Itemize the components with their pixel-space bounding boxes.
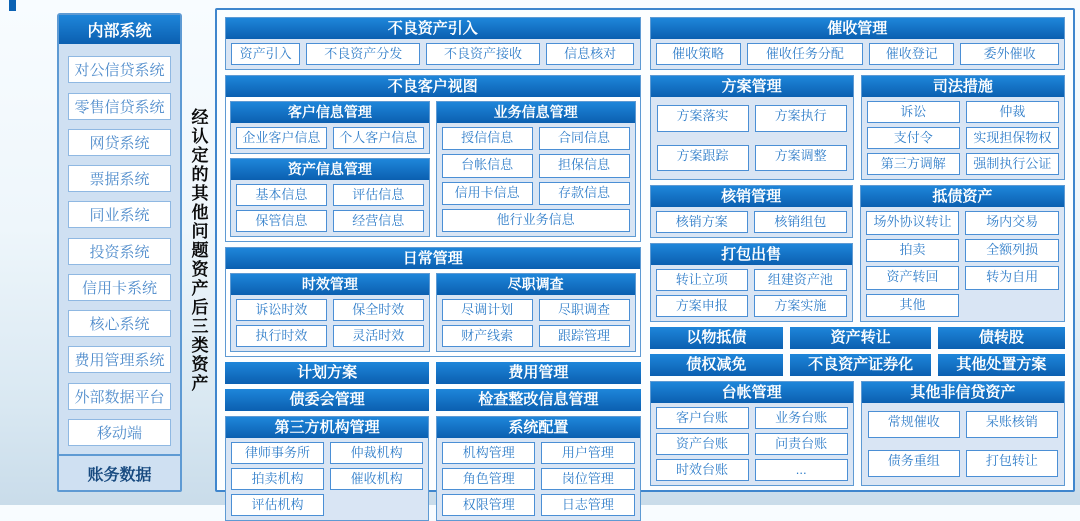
section-business-info	[436, 101, 636, 237]
module-bar: 以物抵债	[650, 327, 784, 349]
plan-items	[651, 97, 853, 179]
customer-view-right-subcol	[436, 101, 636, 237]
module-item: 保管信息	[236, 210, 327, 232]
section-time-limit	[230, 273, 430, 352]
module-item: 债务重组	[868, 450, 960, 477]
module-bar: 不良资产证券化	[790, 354, 931, 376]
module-item: 尽职调查	[539, 299, 630, 321]
module-bar: 计划方案	[225, 362, 429, 384]
module-item: 律师事务所	[231, 442, 324, 464]
section-ledger-management	[650, 381, 854, 486]
module-item: 执行时效	[236, 325, 327, 347]
section-plan-management	[650, 75, 854, 180]
module-item: 企业客户信息	[236, 127, 327, 149]
module-item: 诉讼	[867, 101, 960, 123]
writeoff-items	[651, 207, 852, 237]
section-title-npa-intake: 不良资产引入	[226, 18, 640, 39]
module-item: 个人客户信息	[333, 127, 424, 149]
module-item: 实现担保物权	[966, 127, 1059, 149]
writeoff-package-stack	[650, 185, 853, 322]
plan-judicial-row	[650, 75, 1066, 180]
main-left-column	[225, 17, 641, 512]
module-item: 岗位管理	[541, 468, 634, 490]
module-item: 核销组包	[754, 211, 847, 233]
section-asset-info	[230, 158, 430, 237]
customer-view-left-subcol	[230, 101, 430, 237]
section-collection-management	[650, 17, 1066, 70]
internal-system-box: 同业系统	[68, 201, 171, 228]
module-item: 评估机构	[231, 494, 324, 516]
module-item: 业务台账	[755, 407, 848, 429]
section-title-customer-info: 客户信息管理	[231, 102, 429, 123]
module-item: 转为自用	[965, 266, 1059, 290]
section-system-config	[436, 416, 640, 521]
section-title-business-info: 业务信息管理	[437, 102, 635, 123]
section-writeoff-management	[650, 185, 853, 238]
due-diligence-items	[437, 295, 635, 351]
right-module-bars	[650, 327, 1066, 376]
module-bar: 费用管理	[436, 362, 640, 384]
module-item: 支付令	[867, 127, 960, 149]
internal-system-box: 移动端	[68, 419, 171, 446]
module-item: 客户台账	[656, 407, 749, 429]
section-package-sale	[650, 243, 853, 322]
business-info-items	[437, 123, 635, 236]
module-item: 时效台账	[656, 459, 749, 481]
time-limit-items	[231, 295, 429, 351]
judicial-items	[862, 97, 1064, 179]
section-due-diligence	[436, 273, 636, 352]
module-item: 场外协议转让	[866, 211, 960, 235]
third-party-items	[226, 438, 428, 520]
module-item: 授信信息	[442, 127, 533, 150]
module-item: 呆账核销	[966, 411, 1058, 438]
section-customer-info	[230, 101, 430, 154]
section-title-ledger-management: 台帐管理	[651, 382, 853, 403]
module-bar: 债转股	[938, 327, 1065, 349]
section-title-writeoff-management: 核销管理	[651, 186, 852, 207]
module-item: 灵活时效	[333, 325, 424, 347]
module-item: 常规催收	[868, 411, 960, 438]
internal-system-box: 核心系统	[68, 310, 171, 337]
module-item: 核销方案	[656, 211, 749, 233]
corner-decoration	[9, 0, 16, 11]
internal-systems-panel	[57, 13, 182, 460]
module-item: 用户管理	[541, 442, 634, 464]
section-title-plan-management: 方案管理	[651, 76, 853, 97]
module-item: 催收机构	[330, 468, 423, 490]
internal-system-box: 对公信贷系统	[68, 56, 171, 83]
customer-info-items	[231, 123, 429, 153]
internal-system-box: 投资系统	[68, 238, 171, 265]
module-item: 方案落实	[657, 105, 749, 132]
internal-system-box: 费用管理系统	[68, 346, 171, 373]
asset-info-items	[231, 180, 429, 236]
module-item: 资产台账	[656, 433, 749, 455]
internal-system-box: 信用卡系统	[68, 274, 171, 301]
module-item: 转让立项	[656, 269, 749, 291]
module-item: 信用卡信息	[442, 182, 533, 205]
writeoff-debtassets-row	[650, 185, 1066, 322]
internal-system-box: 零售信贷系统	[68, 93, 171, 120]
debt-assets-items	[861, 207, 1064, 321]
module-item: 不良资产接收	[426, 43, 540, 65]
module-item: 其他	[866, 294, 960, 318]
internal-system-box: 外部数据平台	[68, 383, 171, 410]
module-item: 经营信息	[333, 210, 424, 232]
module-item: 仲裁	[966, 101, 1059, 123]
right-bottom-row	[650, 381, 1066, 486]
module-item: 权限管理	[442, 494, 535, 516]
left-module-bars	[225, 362, 641, 411]
internal-system-box: 票据系统	[68, 165, 171, 192]
module-item: 存款信息	[539, 182, 630, 205]
section-title-time-limit: 时效管理	[231, 274, 429, 295]
module-item: 场内交易	[965, 211, 1059, 235]
module-item: 仲裁机构	[330, 442, 423, 464]
module-item: 日志管理	[541, 494, 634, 516]
module-bar: 债委会管理	[225, 389, 429, 411]
section-title-asset-info: 资产信息管理	[231, 159, 429, 180]
module-item: 拍卖	[866, 239, 960, 263]
section-title-third-party-orgs: 第三方机构管理	[226, 417, 428, 438]
left-bottom-row	[225, 416, 641, 521]
module-item: 组建资产池	[754, 269, 847, 291]
section-title-other-non-credit-assets: 其他非信贷资产	[862, 382, 1064, 403]
module-item: 方案实施	[754, 295, 847, 317]
internal-systems-title: 内部系统	[59, 15, 180, 44]
main-panel	[215, 8, 1075, 512]
module-item: 全额列损	[965, 239, 1059, 263]
module-item: 强制执行公证	[966, 153, 1059, 175]
module-item: 第三方调解	[867, 153, 960, 175]
section-title-package-sale: 打包出售	[651, 244, 852, 265]
module-item: 跟踪管理	[539, 325, 630, 347]
module-item: 尽调计划	[442, 299, 533, 321]
module-bar: 其他处置方案	[938, 354, 1065, 376]
daily-management-body	[226, 269, 640, 356]
package-sale-items	[651, 265, 852, 321]
section-title-collection-management: 催收管理	[651, 18, 1065, 39]
vertical-category-label: 经认定的其他问题资产后三类资产	[188, 107, 208, 393]
module-item: 打包转让	[966, 450, 1058, 477]
module-item: 不良资产分发	[306, 43, 420, 65]
module-item: 方案调整	[755, 145, 847, 172]
section-other-non-credit-assets	[861, 381, 1065, 486]
other-non-credit-items	[862, 403, 1064, 485]
section-title-judicial-measures: 司法措施	[862, 76, 1064, 97]
module-item: 方案执行	[755, 105, 847, 132]
module-bar: 资产转让	[790, 327, 931, 349]
module-item: 委外催收	[960, 43, 1059, 65]
module-item: 拍卖机构	[231, 468, 324, 490]
module-bar: 检查整改信息管理	[436, 389, 640, 411]
section-title-daily-management: 日常管理	[226, 248, 640, 269]
module-item: 他行业务信息	[442, 209, 630, 232]
module-bar: 债权减免	[650, 354, 784, 376]
section-npa-customer-view	[225, 75, 641, 242]
module-item: ...	[755, 459, 848, 481]
module-item: 催收登记	[869, 43, 954, 65]
module-item: 角色管理	[442, 468, 535, 490]
module-item: 财产线索	[442, 325, 533, 347]
section-third-party-orgs	[225, 416, 429, 521]
section-daily-management	[225, 247, 641, 357]
module-item: 诉讼时效	[236, 299, 327, 321]
section-judicial-measures	[861, 75, 1065, 180]
module-item: 信息核对	[546, 43, 635, 65]
npa-intake-items	[226, 39, 640, 69]
module-item: 台帐信息	[442, 154, 533, 177]
module-item: 方案申报	[656, 295, 749, 317]
module-item: 问责台账	[755, 433, 848, 455]
section-title-due-diligence: 尽职调查	[437, 274, 635, 295]
npa-customer-view-body	[226, 97, 640, 241]
module-item: 基本信息	[236, 184, 327, 206]
section-npa-intake	[225, 17, 641, 70]
module-item: 催收任务分配	[747, 43, 864, 65]
section-title-debt-assets: 抵债资产	[861, 186, 1064, 207]
collection-items	[651, 39, 1065, 69]
module-item: 评估信息	[333, 184, 424, 206]
internal-systems-list	[59, 44, 180, 458]
module-item: 资产转回	[866, 266, 960, 290]
module-item: 机构管理	[442, 442, 535, 464]
module-item: 催收策略	[656, 43, 741, 65]
module-item: 担保信息	[539, 154, 630, 177]
section-debt-assets	[860, 185, 1065, 322]
ledger-items	[651, 403, 853, 485]
module-item: 资产引入	[231, 43, 300, 65]
internal-system-box: 网贷系统	[68, 129, 171, 156]
accounting-data-box: 账务数据	[57, 454, 182, 492]
system-config-items	[437, 438, 639, 520]
section-title-npa-customer-view: 不良客户视图	[226, 76, 640, 97]
module-item: 方案跟踪	[657, 145, 749, 172]
module-item: 合同信息	[539, 127, 630, 150]
module-item: 保全时效	[333, 299, 424, 321]
main-right-column	[650, 17, 1066, 483]
section-title-system-config: 系统配置	[437, 417, 639, 438]
